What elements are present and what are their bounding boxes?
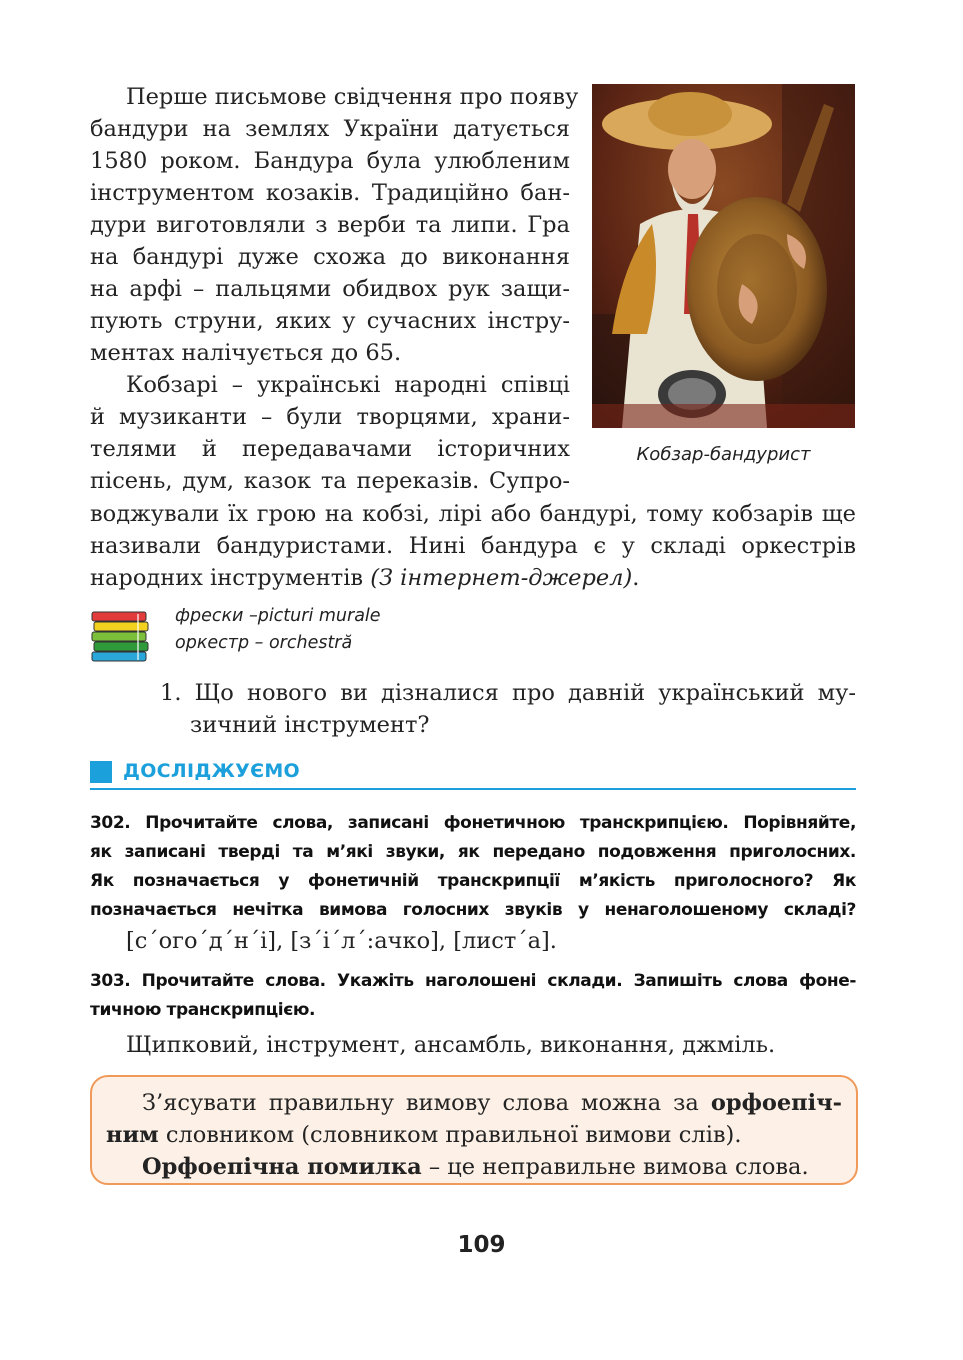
intro-text-fragment: . (632, 565, 640, 591)
intro-line: на бандурі дуже схожа до виконання (90, 244, 570, 270)
rule-fragment: – це неправильне вимова слова. (428, 1154, 809, 1180)
transcription-example: [с´ого´д´н´і], [з´і´л´:ачко], [лист´а]. (126, 928, 557, 954)
intro-continuation (90, 498, 856, 594)
intro-line: Перше письмове свідчення про появу (126, 84, 579, 110)
rule-fragment: словником (словником правильної вимови слів). (165, 1122, 742, 1148)
intro-line: й музиканти – були творцями, храни- (90, 404, 570, 430)
intro-line: ментах налічується до 65. (90, 340, 402, 366)
rule-text (106, 1087, 842, 1183)
kobzar-painting (592, 84, 855, 428)
intro-line: Кобзарі – українські народні співці (126, 372, 570, 398)
rule-fragment: З’ясувати правильну вимову слова можна за (142, 1090, 699, 1116)
intro-line: дури виготовляли з верби та липи. Гра (90, 212, 570, 238)
rule-term: ним (106, 1122, 159, 1148)
intro-line: інструментом козаків. Традиційно бан- (90, 180, 570, 206)
intro-line: бандури на землях України датується (90, 116, 570, 142)
page-number: 109 (457, 1232, 506, 1258)
intro-line: воджували їх грою на кобзі, лірі або бандурі, тому кобзарів ще (90, 501, 856, 527)
intro-line: називали бандуристами. Нині бандура є у складі оркестрів (90, 533, 856, 559)
vocab-item: фрески –picturi murale (175, 606, 381, 626)
rule-line (106, 1151, 842, 1183)
books-icon (90, 610, 152, 662)
intro-text (90, 81, 579, 497)
rule-line (106, 1087, 842, 1119)
question-1 (160, 677, 856, 741)
task-line: позначається нечітка вимова голосних звуків у ненаголошеному складі? (90, 900, 856, 920)
section-header (90, 758, 856, 790)
painting-image (592, 84, 855, 428)
intro-text-fragment: народних інструментів (90, 565, 364, 591)
task-302 (90, 809, 856, 925)
source-citation: (З інтернет-джерел) (370, 565, 633, 591)
task-line: 303. Прочитайте слова. Укажіть наголошені склади. Запишіть слова фоне- (90, 971, 856, 991)
vocab-item: оркестр – orchestră (175, 633, 353, 653)
question-line: 1. Що нового ви дізналися про давній український му- (160, 680, 856, 706)
painting-caption: Кобзар-бандурист (636, 444, 811, 465)
task-303-words: Щипковий, інструмент, ансамбль, виконання, джміль. (126, 1032, 776, 1058)
question-line: зичний інструмент? (190, 712, 430, 738)
rule-term: Орфоепічна помилка (142, 1154, 422, 1180)
vocabulary-list (175, 603, 381, 657)
section-marker-icon (90, 761, 112, 783)
intro-line: телями й передавачами історичних (90, 436, 570, 462)
task-line: як записані тверді та м’які звуки, як передано подовження приголосних. (90, 842, 856, 862)
rule-line (106, 1119, 842, 1151)
rule-term: орфоепіч- (710, 1090, 843, 1116)
intro-line: пують струни, яких у сучасних інстру- (90, 308, 570, 334)
intro-line: 1580 роком. Бандура була улюбленим (90, 148, 570, 174)
intro-line: пісень, дум, казок та переказів. Супро- (90, 468, 570, 494)
task-line: 302. Прочитайте слова, записані фонетичною транскрипцією. Порівняйте, (90, 813, 856, 833)
section-title: ДОСЛІДЖУЄМО (123, 760, 300, 782)
rule-box (90, 1075, 858, 1185)
task-line: Як позначається у фонетичній транскрипції м’якість приголосного? Як (90, 871, 856, 891)
intro-last-line (90, 562, 856, 594)
intro-line: на арфі – пальцями обидвох рук защи- (90, 276, 570, 302)
task-line: тичною транскрипцією. (90, 1000, 316, 1020)
task-303 (90, 967, 856, 1025)
